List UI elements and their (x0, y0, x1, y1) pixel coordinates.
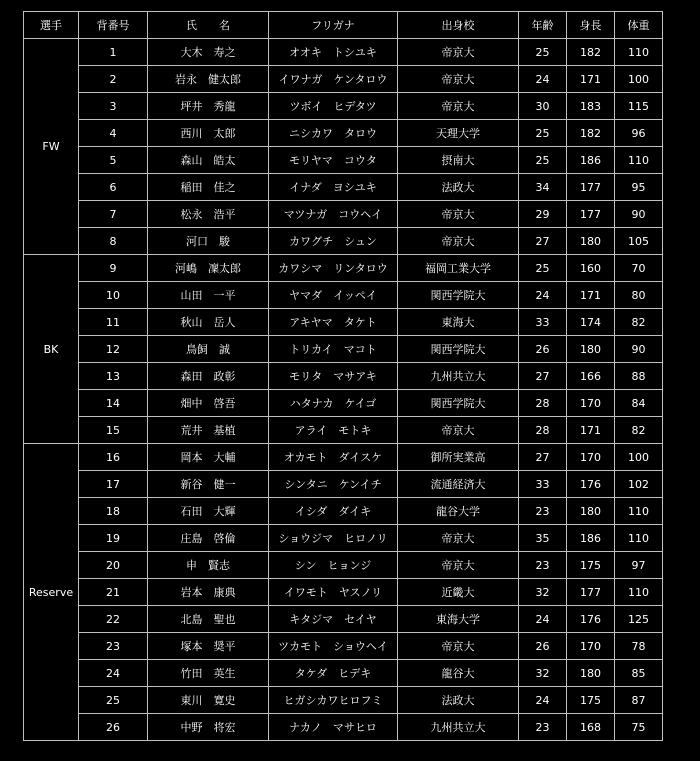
cell-weight: 70 (615, 255, 663, 282)
cell-name: 東川 寛史 (148, 687, 269, 714)
cell-age: 32 (519, 579, 567, 606)
cell-height: 171 (567, 417, 615, 444)
header-age: 年齢 (519, 12, 567, 39)
cell-weight: 82 (615, 417, 663, 444)
cell-school: 帝京大 (398, 525, 519, 552)
header-name: 氏 名 (148, 12, 269, 39)
cell-weight: 85 (615, 660, 663, 687)
cell-school: 法政大 (398, 174, 519, 201)
header-number: 背番号 (79, 12, 148, 39)
cell-number: 16 (79, 444, 148, 471)
cell-school: 帝京大 (398, 66, 519, 93)
cell-age: 24 (519, 687, 567, 714)
table-row (24, 660, 663, 687)
cell-weight: 82 (615, 309, 663, 336)
cell-furigana: ナカノ マサヒロ (269, 714, 398, 741)
cell-school: 摂南大 (398, 147, 519, 174)
cell-age: 24 (519, 606, 567, 633)
cell-age: 35 (519, 525, 567, 552)
cell-name: 新谷 健一 (148, 471, 269, 498)
cell-furigana: モリタ マサアキ (269, 363, 398, 390)
cell-school: 帝京大 (398, 228, 519, 255)
table-row (24, 147, 663, 174)
cell-furigana: オオキ トシユキ (269, 39, 398, 66)
cell-furigana: タケダ ヒデキ (269, 660, 398, 687)
cell-age: 30 (519, 93, 567, 120)
cell-school: 九州共立大 (398, 363, 519, 390)
cell-height: 186 (567, 147, 615, 174)
cell-age: 27 (519, 228, 567, 255)
cell-name: 中野 将宏 (148, 714, 269, 741)
cell-height: 171 (567, 282, 615, 309)
header-furigana: フリガナ (269, 12, 398, 39)
cell-weight: 110 (615, 579, 663, 606)
cell-furigana: ヒガシカワヒロフミ (269, 687, 398, 714)
cell-height: 170 (567, 390, 615, 417)
cell-name: 荒井 基植 (148, 417, 269, 444)
cell-name: 松永 浩平 (148, 201, 269, 228)
cell-furigana: ツボイ ヒデタツ (269, 93, 398, 120)
table-row (24, 228, 663, 255)
cell-height: 170 (567, 444, 615, 471)
cell-furigana: キタジマ セイヤ (269, 606, 398, 633)
cell-age: 32 (519, 660, 567, 687)
cell-weight: 96 (615, 120, 663, 147)
cell-furigana: モリヤマ コウタ (269, 147, 398, 174)
cell-furigana: イシダ ダイキ (269, 498, 398, 525)
cell-age: 26 (519, 633, 567, 660)
cell-name: 大木 寿之 (148, 39, 269, 66)
header-weight: 体重 (615, 12, 663, 39)
cell-height: 170 (567, 633, 615, 660)
cell-name: 森田 政彰 (148, 363, 269, 390)
cell-age: 24 (519, 282, 567, 309)
cell-furigana: カワシマ リンタロウ (269, 255, 398, 282)
cell-height: 183 (567, 93, 615, 120)
table-row (24, 633, 663, 660)
table-row (24, 363, 663, 390)
cell-age: 25 (519, 120, 567, 147)
cell-name: 申 賢志 (148, 552, 269, 579)
cell-weight: 78 (615, 633, 663, 660)
cell-weight: 105 (615, 228, 663, 255)
table-row (24, 525, 663, 552)
table-row (24, 39, 663, 66)
cell-furigana: ニシカワ タロウ (269, 120, 398, 147)
cell-name: 畑中 啓吾 (148, 390, 269, 417)
cell-school: 帝京大 (398, 417, 519, 444)
table-row (24, 579, 663, 606)
header-position: 選手 (24, 12, 79, 39)
cell-school: 九州共立大 (398, 714, 519, 741)
table-row (24, 606, 663, 633)
cell-height: 175 (567, 687, 615, 714)
cell-number: 2 (79, 66, 148, 93)
cell-number: 18 (79, 498, 148, 525)
cell-number: 7 (79, 201, 148, 228)
cell-school: 東海大学 (398, 606, 519, 633)
cell-number: 10 (79, 282, 148, 309)
cell-school: 東海大 (398, 309, 519, 336)
cell-number: 13 (79, 363, 148, 390)
cell-furigana: トリカイ マコト (269, 336, 398, 363)
cell-name: 坪井 秀龍 (148, 93, 269, 120)
cell-age: 23 (519, 552, 567, 579)
cell-number: 25 (79, 687, 148, 714)
cell-name: 西川 太郎 (148, 120, 269, 147)
cell-name: 河嶋 凜太郎 (148, 255, 269, 282)
table-row (24, 201, 663, 228)
table-row (24, 309, 663, 336)
cell-number: 20 (79, 552, 148, 579)
cell-school: 御所実業高 (398, 444, 519, 471)
cell-age: 23 (519, 498, 567, 525)
cell-name: 森山 皓太 (148, 147, 269, 174)
cell-number: 19 (79, 525, 148, 552)
cell-weight: 125 (615, 606, 663, 633)
table-row (24, 66, 663, 93)
table-row (24, 714, 663, 741)
cell-school: 法政大 (398, 687, 519, 714)
cell-school: 龍谷大学 (398, 498, 519, 525)
header-height: 身長 (567, 12, 615, 39)
cell-school: 帝京大 (398, 633, 519, 660)
cell-age: 25 (519, 39, 567, 66)
cell-furigana: オカモト ダイスケ (269, 444, 398, 471)
cell-height: 176 (567, 606, 615, 633)
roster-table (23, 11, 663, 741)
cell-furigana: アキヤマ タケト (269, 309, 398, 336)
cell-height: 166 (567, 363, 615, 390)
cell-name: 竹田 英生 (148, 660, 269, 687)
cell-weight: 110 (615, 39, 663, 66)
cell-furigana: イワナガ ケンタロウ (269, 66, 398, 93)
header-school: 出身校 (398, 12, 519, 39)
cell-weight: 90 (615, 336, 663, 363)
cell-school: 近畿大 (398, 579, 519, 606)
cell-name: 塚本 奨平 (148, 633, 269, 660)
cell-height: 177 (567, 201, 615, 228)
table-row (24, 498, 663, 525)
cell-height: 176 (567, 471, 615, 498)
cell-furigana: アライ モトキ (269, 417, 398, 444)
cell-name: 河口 駿 (148, 228, 269, 255)
cell-school: 関西学院大 (398, 390, 519, 417)
table-row (24, 417, 663, 444)
cell-age: 25 (519, 255, 567, 282)
table-row (24, 93, 663, 120)
cell-age: 27 (519, 444, 567, 471)
cell-name: 岡本 大輔 (148, 444, 269, 471)
cell-school: 流通経済大 (398, 471, 519, 498)
cell-furigana: マツナガ コウヘイ (269, 201, 398, 228)
cell-name: 秋山 岳人 (148, 309, 269, 336)
cell-age: 34 (519, 174, 567, 201)
cell-furigana: シンタニ ケンイチ (269, 471, 398, 498)
cell-number: 6 (79, 174, 148, 201)
cell-weight: 100 (615, 66, 663, 93)
cell-height: 171 (567, 66, 615, 93)
cell-age: 33 (519, 309, 567, 336)
cell-furigana: ハタナカ ケイゴ (269, 390, 398, 417)
cell-school: 帝京大 (398, 201, 519, 228)
cell-number: 9 (79, 255, 148, 282)
cell-name: 稲田 佳之 (148, 174, 269, 201)
table-row (24, 687, 663, 714)
cell-school: 帝京大 (398, 39, 519, 66)
cell-number: 14 (79, 390, 148, 417)
cell-number: 23 (79, 633, 148, 660)
cell-age: 27 (519, 363, 567, 390)
cell-height: 160 (567, 255, 615, 282)
cell-number: 4 (79, 120, 148, 147)
cell-school: 帝京大 (398, 552, 519, 579)
cell-furigana: カワグチ シュン (269, 228, 398, 255)
cell-age: 28 (519, 390, 567, 417)
header-row (24, 12, 663, 39)
cell-furigana: イナダ ヨシユキ (269, 174, 398, 201)
table-row (24, 552, 663, 579)
table-row (24, 120, 663, 147)
table-row (24, 174, 663, 201)
cell-furigana: イワモト ヤスノリ (269, 579, 398, 606)
cell-name: 岩本 康典 (148, 579, 269, 606)
cell-age: 29 (519, 201, 567, 228)
group-label: Reserve (24, 444, 79, 741)
cell-number: 5 (79, 147, 148, 174)
cell-age: 24 (519, 66, 567, 93)
cell-weight: 102 (615, 471, 663, 498)
table-row (24, 390, 663, 417)
cell-weight: 90 (615, 201, 663, 228)
cell-height: 182 (567, 39, 615, 66)
cell-furigana: ヤマダ イッペイ (269, 282, 398, 309)
cell-furigana: ツカモト ショウヘイ (269, 633, 398, 660)
cell-number: 3 (79, 93, 148, 120)
cell-weight: 110 (615, 147, 663, 174)
cell-school: 帝京大 (398, 93, 519, 120)
cell-weight: 115 (615, 93, 663, 120)
roster-table-container (23, 11, 663, 741)
cell-school: 関西学院大 (398, 336, 519, 363)
cell-height: 180 (567, 228, 615, 255)
cell-school: 福岡工業大学 (398, 255, 519, 282)
cell-name: 岩永 健太郎 (148, 66, 269, 93)
roster-body (24, 39, 663, 741)
cell-name: 山田 一平 (148, 282, 269, 309)
cell-weight: 110 (615, 498, 663, 525)
cell-number: 12 (79, 336, 148, 363)
cell-number: 8 (79, 228, 148, 255)
cell-height: 177 (567, 579, 615, 606)
cell-name: 北島 聖也 (148, 606, 269, 633)
cell-height: 180 (567, 498, 615, 525)
cell-height: 180 (567, 336, 615, 363)
cell-number: 11 (79, 309, 148, 336)
cell-height: 180 (567, 660, 615, 687)
cell-number: 17 (79, 471, 148, 498)
cell-school: 天理大学 (398, 120, 519, 147)
table-row (24, 444, 663, 471)
cell-number: 24 (79, 660, 148, 687)
cell-number: 22 (79, 606, 148, 633)
cell-number: 15 (79, 417, 148, 444)
cell-school: 龍谷大 (398, 660, 519, 687)
cell-age: 33 (519, 471, 567, 498)
cell-weight: 88 (615, 363, 663, 390)
cell-height: 186 (567, 525, 615, 552)
cell-height: 175 (567, 552, 615, 579)
cell-school: 関西学院大 (398, 282, 519, 309)
cell-name: 石田 大輝 (148, 498, 269, 525)
table-row (24, 336, 663, 363)
cell-age: 25 (519, 147, 567, 174)
table-row (24, 282, 663, 309)
cell-number: 21 (79, 579, 148, 606)
cell-height: 182 (567, 120, 615, 147)
cell-weight: 97 (615, 552, 663, 579)
cell-age: 28 (519, 417, 567, 444)
table-row (24, 255, 663, 282)
cell-height: 174 (567, 309, 615, 336)
cell-age: 26 (519, 336, 567, 363)
group-label: FW (24, 39, 79, 255)
cell-weight: 75 (615, 714, 663, 741)
cell-furigana: ショウジマ ヒロノリ (269, 525, 398, 552)
cell-name: 鳥飼 誠 (148, 336, 269, 363)
cell-weight: 84 (615, 390, 663, 417)
group-label: BK (24, 255, 79, 444)
cell-age: 23 (519, 714, 567, 741)
cell-height: 168 (567, 714, 615, 741)
cell-weight: 100 (615, 444, 663, 471)
cell-weight: 95 (615, 174, 663, 201)
cell-furigana: シン ヒョンジ (269, 552, 398, 579)
cell-number: 1 (79, 39, 148, 66)
cell-name: 庄島 啓倫 (148, 525, 269, 552)
cell-weight: 80 (615, 282, 663, 309)
table-row (24, 471, 663, 498)
cell-number: 26 (79, 714, 148, 741)
cell-weight: 87 (615, 687, 663, 714)
cell-height: 177 (567, 174, 615, 201)
cell-weight: 110 (615, 525, 663, 552)
